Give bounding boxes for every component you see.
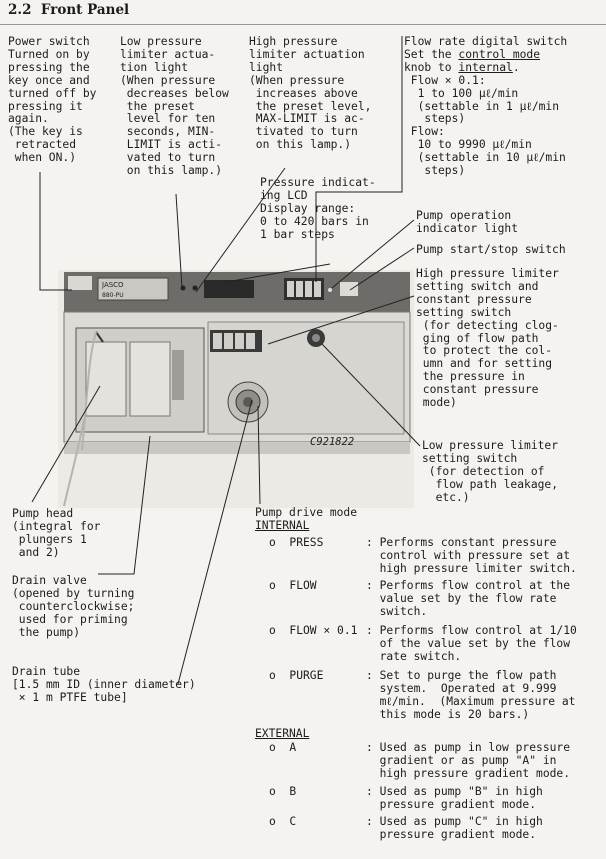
text-line: (When pressure [249,73,345,87]
section-number: 2.2 [8,2,32,18]
section-title: Front Panel [40,2,130,18]
pump-head-annotation [12,508,100,560]
mode-label-flow: o FLOW [269,579,317,592]
text-line: high pressure limiter switch. [366,561,577,575]
text-line: mℓ/min. (Maximum pressure at [366,694,576,708]
text-line: mode) [416,396,457,410]
text-line: high pressure gradient mode. [366,766,571,780]
mode-label-b: o B [269,785,297,798]
text-line: setting switch and [416,279,539,293]
text-line: : Used as pump "B" in high [366,785,543,798]
text-line: vated to turn [120,151,216,165]
text-line: system. Operated at 9.999 [366,681,557,695]
text-line: setting switch [416,305,512,319]
text-line: tion light [120,60,189,74]
text-line: used for priming [12,612,128,626]
text-line: indicator light [416,221,519,235]
mode-label-flow-x01: o FLOW × 0.1 [269,624,358,637]
mode-desc-flow-x01 [366,625,606,664]
text-line: (for detection of [422,464,545,478]
text-line: (settable in 10 μℓ/min [404,151,566,165]
text-line: pressing the [8,60,90,74]
text-line: tivated to turn [249,125,358,139]
text-line: 1 bar steps [260,227,335,241]
text-line: on this lamp.) [249,138,352,152]
text-line: when ON.) [8,151,77,165]
text-line: Turned on by [8,47,90,61]
text-line: Drain tube [12,665,81,678]
model-text: 880-PU [102,292,124,299]
text-line: (opened by turning [12,586,135,600]
text-line: Display range: [260,201,356,215]
text-line: pressing it [8,99,83,113]
text-line: control with pressure set at [366,548,571,562]
text-line: rate switch. [366,649,462,663]
text-line: steps) [404,112,466,126]
text-line: Drain valve [12,574,87,587]
text-line: × 1 m PTFE tube] [12,690,128,704]
text-line: (integral for [12,519,101,533]
text-line: : Set to purge the flow path [366,669,557,682]
text-line: Flow × 0.1: [404,73,486,87]
text-line: LIMIT is acti- [120,138,223,152]
text-line: umn and for setting [416,357,553,371]
text-line: (for detecting clog- [416,318,559,332]
mode-label-c: o C [269,815,297,828]
text-line: on this lamp.) [120,164,223,178]
text-line: : Performs flow control at the [366,579,571,592]
text-line: counterclockwise; [12,599,135,613]
internal-heading: INTERNAL [255,519,310,532]
text-line: : Performs constant pressure [366,536,557,549]
flow-rate-instruction-1: Set the control mode [404,47,541,61]
text-line: High pressure [249,35,338,48]
text-line: limiter actua- [120,47,216,61]
text-line: and 2) [12,545,60,559]
drive-mode-title: Pump drive mode [255,506,358,519]
drain-tube-annotation [12,666,196,705]
text-line: (settable in 1 μℓ/min [404,99,560,113]
text-line: High pressure limiter [416,267,559,280]
text-line: (The key is [8,125,83,139]
text-line: setting switch [422,451,518,465]
text-line: retracted [8,138,77,152]
mode-label-purge: o PURGE [269,669,324,682]
text-line: Power switch [8,35,90,48]
text-line: key once and [8,73,90,87]
text-line: steps) [404,164,466,178]
text-line: 10 to 9990 μℓ/min [404,138,532,152]
text-line: : Used as pump in low pressure [366,741,571,754]
text-line: this mode is 20 bars.) [366,707,530,721]
text-line: seconds, MIN- [120,125,216,139]
text-line: value set by the flow rate [366,591,557,605]
text-line: the pump) [12,625,81,639]
text-line: Low pressure limiter [422,439,559,452]
text-line: 1 to 100 μℓ/min [404,86,519,100]
pump-start-stop-annotation: Pump start/stop switch [416,243,566,256]
text-line: : Used as pump "C" in high [366,815,543,828]
mode-desc-a [366,742,606,781]
text-line: again. [8,112,49,126]
text-line: etc.) [422,490,470,504]
text-line: constant pressure [416,383,539,397]
external-heading: EXTERNAL [255,727,310,740]
text-line: turned off by [8,86,97,100]
text-line: (When pressure [120,73,216,87]
text-line: 0 to 420 bars in [260,214,369,228]
text-line: flow path leakage, [422,477,559,491]
text-line: light [249,60,284,74]
mode-label-press: o PRESS [269,536,324,549]
text-line: increases above [249,86,358,100]
text-line: decreases below [120,86,229,100]
text-line: to protect the col- [416,344,553,358]
mode-desc-purge [366,670,606,722]
text-line: Pump operation [416,209,512,222]
text-line: ging of flow path [416,331,539,345]
text-line: MAX-LIMIT is ac- [249,112,365,126]
text-line: : Performs flow control at 1/10 [366,624,577,637]
text-line: Flow: [404,125,445,139]
text-line: Pump head [12,507,74,520]
mode-label-a: o A [269,741,297,754]
text-line: pressure gradient mode. [366,797,537,811]
figure-code: C921822 [310,436,355,448]
text-line: gradient or as pump "A" in [366,753,557,767]
text-line: plungers 1 [12,532,87,546]
text-line: of the value set by the flow [366,636,571,650]
text-line: constant pressure [416,292,532,306]
text-line: switch. [366,604,428,618]
mode-desc-c [366,816,606,842]
text-line: Pressure indicat- [260,176,376,189]
flow-rate-instruction-2: knob to internal. [404,60,520,74]
text-line: pressure gradient mode. [366,827,537,841]
text-line: limiter actuation [249,47,365,61]
text-line: the preset level, [249,99,372,113]
brand-text: JASCO [102,281,124,289]
drain-valve-annotation [12,575,134,640]
text-line: [1.5 mm ID (inner diameter) [12,677,196,691]
mode-desc-b [366,786,606,812]
text-line: the pressure in [416,370,525,384]
mode-desc-flow [366,580,606,619]
flow-rate-title: Flow rate digital switch [404,35,568,48]
text-line: the preset [120,99,195,113]
text-line: ing LCD [260,188,308,202]
text-line: level for ten [120,112,216,126]
text-line: Low pressure [120,35,202,48]
mode-desc-press [366,537,606,576]
